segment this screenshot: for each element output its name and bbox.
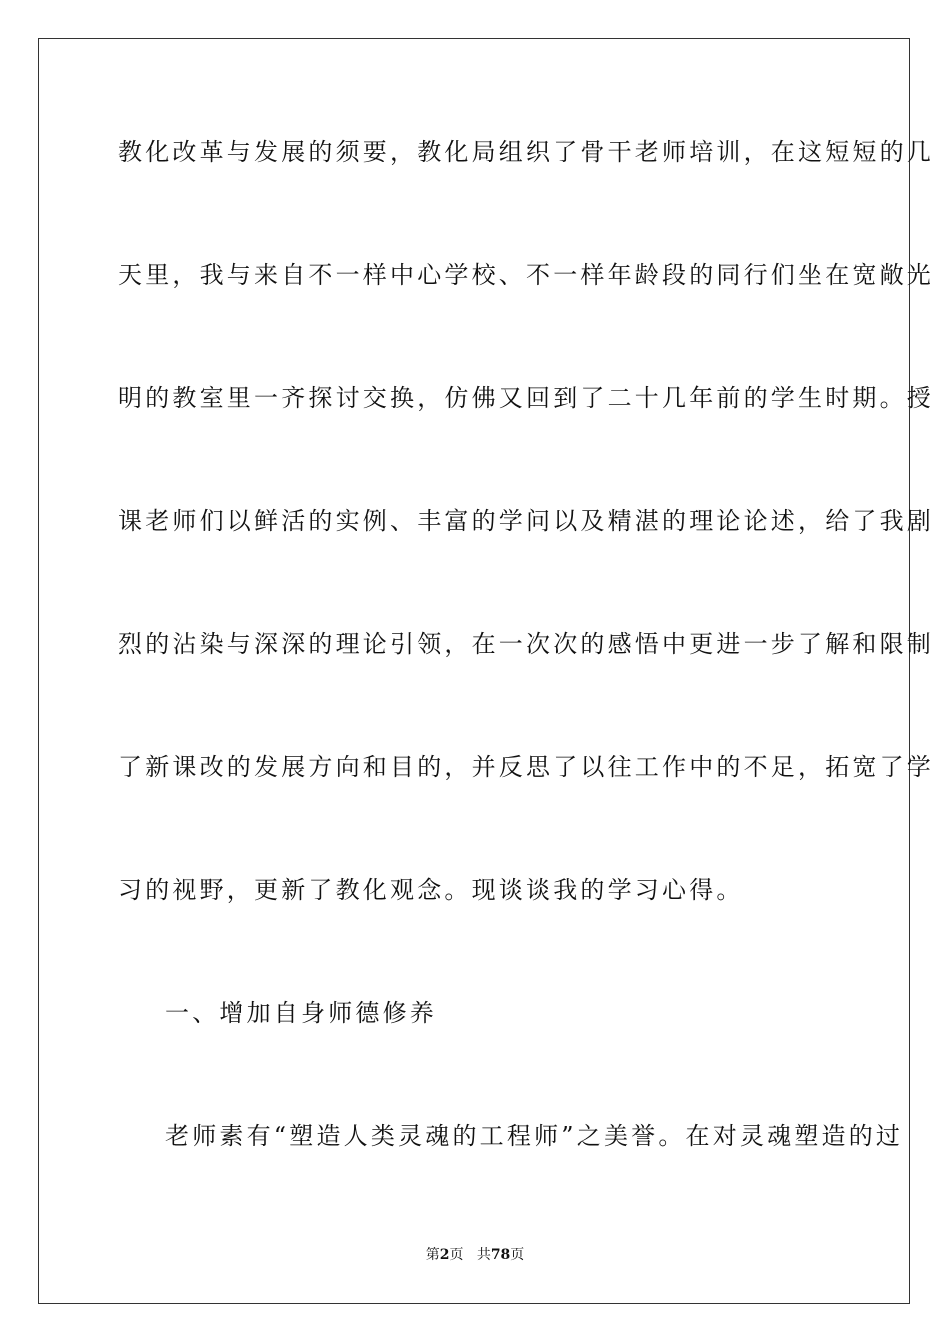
body-line-2: 天里，我与来自不一样中心学校、不一样年龄段的同行们坐在宽敞光 [118, 261, 934, 289]
page-footer [0, 1246, 950, 1264]
page-frame [38, 38, 934, 1304]
paragraph-2-line-1: 老师素有“塑造人类灵魂的工程师”之美誉。在对灵魂塑造的过 [165, 1122, 904, 1150]
body-line-4: 课老师们以鲜活的实例、丰富的学问以及精湛的理论论述，给了我剧 [118, 507, 934, 535]
footer-total-suffix: 页 [510, 1247, 525, 1263]
footer-page-number: 2 [439, 1247, 450, 1263]
body-line-7: 习的视野，更新了教化观念。现谈谈我的学习心得。 [118, 876, 744, 904]
footer-total-pages: 78 [490, 1247, 511, 1263]
body-line-5: 烈的沾染与深深的理论引领，在一次次的感悟中更进一步了解和限制 [118, 630, 934, 658]
section-heading: 一、增加自身师德修养 [165, 999, 437, 1027]
body-line-3: 明的教室里一齐探讨交换，仿佛又回到了二十几年前的学生时期。授 [118, 384, 934, 412]
footer-total-prefix: 共 [476, 1247, 491, 1263]
footer-page-suffix: 页 [449, 1247, 464, 1263]
body-line-6: 了新课改的发展方向和目的，并反思了以往工作中的不足，拓宽了学 [118, 753, 934, 781]
body-line-1: 教化改革与发展的须要，教化局组织了骨干老师培训，在这短短的几 [118, 138, 934, 166]
footer-page-prefix: 第 [425, 1247, 440, 1263]
